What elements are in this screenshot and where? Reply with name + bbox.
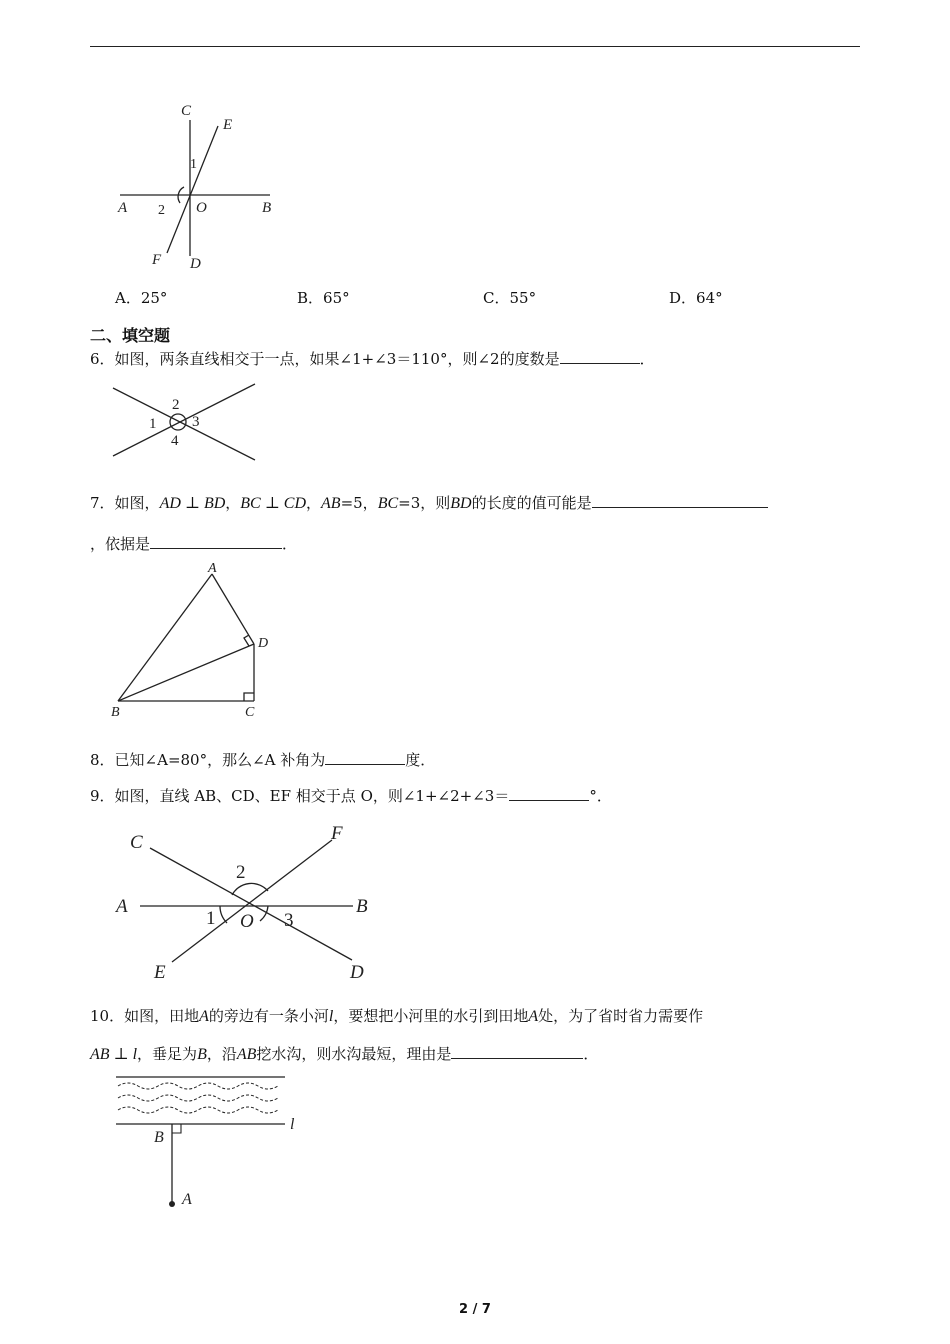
label-a: A xyxy=(118,200,128,216)
q7-figure xyxy=(105,558,280,723)
q7-answer-blank-1[interactable] xyxy=(592,493,768,508)
q9-label-c: C xyxy=(130,832,143,853)
q9-label-e: E xyxy=(154,962,166,983)
q9-label-b: B xyxy=(356,896,368,917)
q10-point-a xyxy=(169,1201,175,1207)
q10-figure xyxy=(110,1070,310,1215)
line-ef xyxy=(167,126,218,253)
q10-wave-1 xyxy=(118,1083,278,1089)
q8-text: 8．已知∠A=80°，那么∠A 补角为 度． xyxy=(90,751,436,769)
q10-wave-2 xyxy=(118,1095,278,1101)
q6-line-2 xyxy=(113,384,255,456)
label-angle-1: 1 xyxy=(190,157,197,172)
q9-label-1: 1 xyxy=(206,908,216,929)
q9-label-2: 2 xyxy=(236,862,246,883)
label-o: O xyxy=(196,200,207,216)
q5-option-a: A．25° xyxy=(115,289,168,307)
header-rule xyxy=(90,46,860,47)
q10-wave-3 xyxy=(118,1107,278,1113)
q7-label-c: C xyxy=(245,705,255,720)
page-number: 2 / 7 xyxy=(459,1302,491,1317)
q7-text-line-2: ，依据是 ． xyxy=(90,535,298,553)
q5-option-c: C．55° xyxy=(483,289,537,307)
label-e: E xyxy=(223,117,233,133)
q5-option-b: B．65° xyxy=(297,289,350,307)
q6-answer-blank[interactable] xyxy=(560,349,640,364)
q6-label-4: 4 xyxy=(171,433,179,449)
q10-label-b: B xyxy=(154,1129,164,1146)
q6-angle-circle xyxy=(170,414,186,430)
q9-line-cd xyxy=(150,848,352,960)
label-c: C xyxy=(181,103,192,119)
q9-label-f: F xyxy=(331,823,343,844)
label-d: D xyxy=(190,256,201,272)
q9-text: 9．如图，直线 AB、CD、EF 相交于点 O，则∠1+∠2+∠3＝ °． xyxy=(90,787,612,805)
q7-right-angle-d xyxy=(244,635,249,646)
q7-text-line-1: 7．如图，AD ⊥ BD，BC ⊥ CD，AB=5，BC=3，则BD的长度的值可能是 xyxy=(90,493,768,514)
q9-answer-blank[interactable] xyxy=(509,786,589,801)
q9-figure xyxy=(110,820,385,985)
q7-label-d: D xyxy=(258,636,269,651)
q9-line-ef xyxy=(172,840,332,962)
q9-label-3: 3 xyxy=(284,910,294,931)
q6-figure xyxy=(108,382,263,467)
q5-figure xyxy=(110,98,290,273)
q5-option-d: D．64° xyxy=(669,289,723,307)
q6-label-1: 1 xyxy=(149,416,157,432)
q7-right-angle-c xyxy=(244,693,254,701)
q7-label-a: A xyxy=(208,561,217,576)
label-angle-2: 2 xyxy=(158,203,165,218)
q10-label-l: l xyxy=(290,1116,295,1133)
q6-label-3: 3 xyxy=(192,414,200,430)
q10-text-line-2: AB ⊥ l，垂足为B，沿AB挖水沟，则水沟最短，理由是 ． xyxy=(90,1045,599,1063)
q6-text: 6．如图，两条直线相交于一点，如果∠1+∠3＝110°，则∠2的度数是 ． xyxy=(90,350,655,368)
q7-line-ad xyxy=(212,574,254,644)
q8-answer-blank[interactable] xyxy=(325,750,405,765)
label-f: F xyxy=(152,252,162,268)
q10-text-line-1: 10．如图，田地A的旁边有一条小河l，要想把小河里的水引到田地A处，为了省时省力需要作 xyxy=(90,1007,704,1025)
q7-label-b: B xyxy=(111,705,120,720)
q10-right-angle-b xyxy=(172,1124,181,1133)
q6-line-1 xyxy=(113,388,255,460)
q10-label-a: A xyxy=(182,1191,192,1208)
label-b: B xyxy=(262,200,272,216)
q9-label-a: A xyxy=(116,896,128,917)
q7-answer-blank-2[interactable] xyxy=(150,534,282,549)
q6-label-2: 2 xyxy=(172,397,180,413)
q9-label-o: O xyxy=(240,911,254,932)
q9-label-d: D xyxy=(350,962,364,983)
q10-answer-blank[interactable] xyxy=(451,1044,583,1059)
section-title: 二、填空题 xyxy=(90,326,171,345)
